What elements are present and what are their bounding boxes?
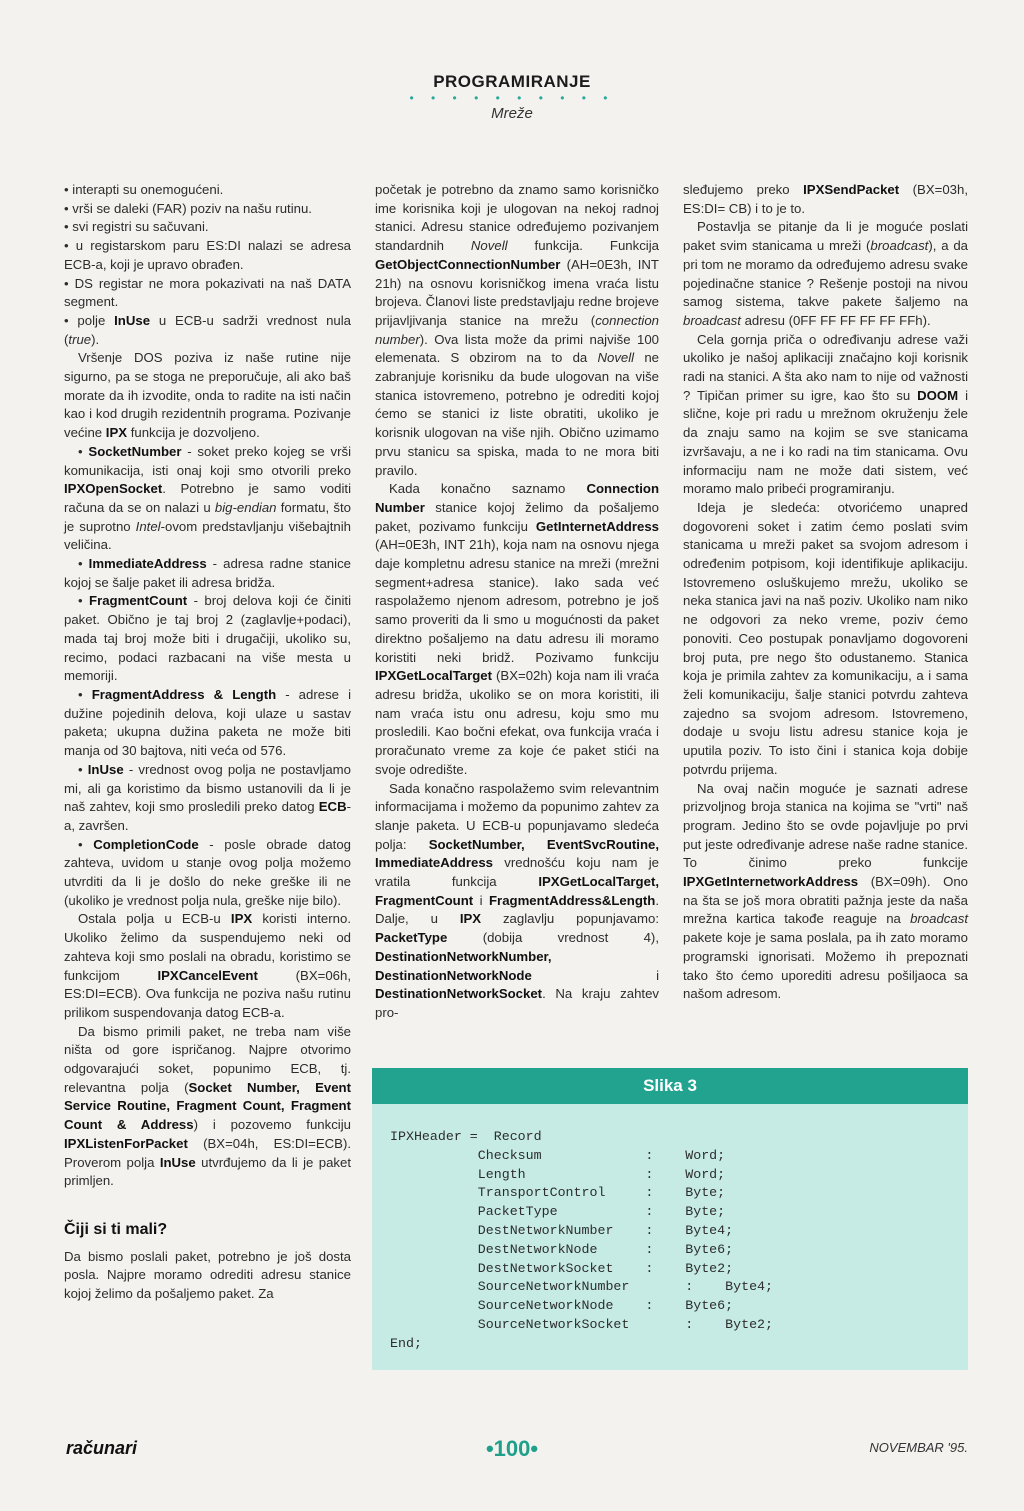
paragraph: • SocketNumber - soket preko kojeg se vrši komunikacija, isti onaj koji smo otvorili preko IPXOpenSocket. Potrebno je samo voditi računa da se on nalazi u big-endian formatu, što je suprotno Intel-ovom predstavljanju višebajtnih veličina.: [64, 443, 352, 553]
magazine-name: računari: [66, 1438, 138, 1458]
column-3: [683, 181, 968, 1004]
paragraph: Cela gornja priča o određivanju adrese važi ukoliko je našoj aplikaciji značajno koji korisnik radi na stanici. A šta ako nam to nije od važnosti ? Tipičan primer su igre, kao što su DOOM i slične, koje pri radu u mrežnom okruženju žele da znaju samo na kojim se sve stanicama izvršavaju, a ne i ko radi na tim stanicama. Ovu informaciju nam ne može dati sistem, već moramo malo pribeći programiranju.: [683, 331, 968, 497]
paragraph: • u registarskom paru ES:DI nalazi se adresa ECB-a, koji je upravo obrađen.: [64, 238, 351, 272]
paragraph: Na ovaj način moguće je saznati adrese prizvoljnog broja stanica na kojima se "vrti" naš program. Jedino što se ovde pojavljuje po prvi put jeste određivanje adrese naše radne stanice. To činimo preko funkcije IPXGetInternetworkAddress (BX=09h). Ono na šta se još mora obratiti pažnja jeste da naša mrežna kartica takođe reaguje na broadcast pakete koje je sama poslala, pa ih zato moramo programski ignorisati. Možemo ih prepoznati tako što ćemo uporediti adresu pošiljaoca sa našom adresom.: [683, 780, 968, 1002]
paragraph: • interapti su onemogućeni.: [64, 182, 224, 197]
paragraph: • CompletionCode - posle obrade datog zahteva, uvidom u stanje ovog polja možemo utvrditi da li je došlo do neke greške ili ne (ukoliko je vrednost polja nula, greške nije bilo).: [64, 836, 352, 908]
page-footer: [0, 1436, 1024, 1466]
subheading: Čiji si ti mali?: [64, 1220, 168, 1238]
column-1: [64, 181, 351, 1304]
paragraph: • svi registri su sačuvani.: [64, 219, 209, 235]
figure-title: Slika 3: [372, 1068, 968, 1104]
page-header: [0, 72, 1024, 122]
paragraph: • polje InUse u ECB-u sadrži vrednost nula (true).: [64, 312, 352, 347]
subsection-title: Mreže: [491, 105, 533, 122]
paragraph: Kada konačno saznamo Connection Number stanice kojoj želimo da pošaljemo paket, pozivamo funkciju GetInternetAddress (AH=0E3h, INT 21h), koja nam na osnovu njega daje kompletnu adresu stanice na mreži (mrežni segment+adresa stanice). Iako sada već raspolažemo njenom adresom, potrebno je još samo proveriti da li smo u mogućnosti da paket direktno pošaljemo na datu adresu ili moramo koristiti neki bridž. Pozivamo funkciju IPXGetLocalTarget (BX=02h) koja nam ili vraća adresu bridža, ukoliko se on mora koristiti, ili nam vraća istu onu adresu, koju smo mu prosledili. Kao bočni efekat, ova funkcija vraća i proračunato vreme za koje će paket stići na svoje odredište.: [375, 481, 659, 777]
column-2: [375, 181, 659, 1023]
paragraph: Ideja je sledeća: otvorićemo unapred dogovoreni soket i zatim ćemo poslati svim stanicama u mreži paket sa svojom adresom i određenim potpisom, koji identifikuje aplikaciju. Istovremeno osluškujemo mrežu, ukoliko se neka stanica javi na naš poziv. Ukoliko nam niko ne odgovori za neko vreme, poziv ćemo ponoviti. Ceo postupak ponavljamo dogovoreni broj puta, pre nego što odustanemo. Stanica koja je primila zahtev za komunikaciju, a i sama želi komunikaciju, šalje stanici potvrdu zahteva zajedno sa svojom adresom. Istovremeno, dodaje u svoju listu adresu stanice koja je uputila poziv. To isto čini i stanica koja dobije potvrdu prijema.: [683, 499, 968, 777]
paragraph: • FragmentCount - broj delova koji će činiti paket. Obično je taj broj 2 (zaglavlje+podaci), mada taj broj može biti i drugačiji, ukoliko su, recimo, podaci razbacani na više mesta u memoriji.: [64, 593, 351, 684]
dot-divider: • • • • • • • • • •: [409, 91, 615, 105]
page-number: •100•: [485, 1436, 539, 1461]
issue-date: NOVEMBAR '95.: [869, 1440, 968, 1455]
paragraph: početak je potrebno da znamo samo korisničko ime korisnika koji je ulogovan na nekoj radnoj stanici. Adresu stanice određujemo pozivanjem standardnih Novell funkcija. Funkcija GetObjectConnectionNumber (AH=0E3h, INT 21h) na osnovu korisničkog imena vraća listu brojeva. Članovi liste predstavljaju redne brojeve prijavljivanja stanice na mrežu (connection number). Ova lista može da primi najviše 100 elemenata. S obzirom na to da Novell ne zabranjuje korisniku da bude ulogovan na više stanica istovremeno, potrebno je odrediti kojoj ćemo se stanici iz liste obratiti, ukoliko je korisnik ulogovan na više njih. Obično uzimamo prvu stanicu sa spiska, mada to ne mora biti pravilo.: [375, 182, 659, 478]
paragraph: Da bismo primili paket, ne treba nam više ništa od gore ispričanog. Najpre otvorimo odgovarajući soket, popunimo ECB, tj. relevantna polja (Socket Number, Event Service Routine, Fragment Count, Fragment Count & Address) i pozovemo funkciju IPXListenForPacket (BX=04h, ES:DI=ECB). Proverom polja InUse utvrđujemo da li je paket primljen.: [64, 1023, 352, 1189]
paragraph: Da bismo poslali paket, potrebno je još dosta posla. Najpre moramo odrediti adresu stanice kojoj želimo da pošaljemo paket. Za: [64, 1248, 351, 1302]
figure-box: [372, 1068, 968, 1370]
paragraph: Ostala polja u ECB-u IPX koristi interno. Ukoliko želimo da suspendujemo neki od zahteva koji smo poslali na obradu, koristimo se funkcijom IPXCancelEvent (BX=06h, ES:DI=ECB). Ova funkcija ne poziva našu rutinu prilikom suspendovanja datog ECB-a.: [64, 911, 351, 1020]
code-listing: IPXHeader = Record Checksum : Word; Length : Word; TransportControl : Byte; PacketType : Byte; DestNetworkNumber : Byte4; DestNetworkNode : Byte6; DestNetworkSocket : Byte2; SourceNetworkNumber : Byte4; SourceNetworkNode : Byte6; SourceNetworkSocket : Byte2; End;: [390, 1129, 774, 1351]
paragraph: • FragmentAddress & Length - adrese i dužine pojedinih delova, koji ulaze u sastav paketa; ukupna dužina paketa ne može biti manja od 30 bajtova, niti veća od 576.: [64, 686, 352, 759]
paragraph: • DS registar ne mora pokazivati na naš DATA segment.: [64, 275, 351, 310]
paragraph: • ImmediateAddress - adresa radne stanice kojoj se šalje paket ili adresa bridža.: [64, 556, 352, 590]
paragraph: sleđujemo preko IPXSendPacket (BX=03h, ES:DI= CB) i to je to.: [683, 182, 968, 216]
paragraph: • vrši se daleki (FAR) poziv na našu rutinu.: [64, 200, 312, 216]
section-title: PROGRAMIRANJE: [433, 72, 591, 91]
paragraph: Vršenje DOS poziva iz naše rutine nije sigurno, pa se stoga ne preporučuje, ali ako baš morate da ih izvodite, onda to radite na isti način kao i kod drugih rezidentnih programa. Pozivanje većine IPX funkcija je dozvoljeno.: [64, 350, 351, 441]
paragraph: Sada konačno raspolažemo svim relevantnim informacijama i možemo da popunimo zahtev za slanje paketa. U ECB-u popunjavamo sledeća polja: SocketNumber, EventSvcRoutine, ImmediateAddress vrednošću koju nam je vratila funkcija IPXGetLocalTarget, FragmentCount i FragmentAddress&Length. Dalje, u IPX zaglavlju popunjavamo: PacketType (dobija vrednost 4), DestinationNetworkNumber, DestinationNetworkNode i DestinationNetworkSocket. Na kraju zahtev pro-: [375, 780, 659, 1020]
paragraph: • InUse - vrednost ovog polja ne postavljamo mi, ali ga koristimo da bismo ustanovili da li je naš zahtev, koji smo prosledili preko datog ECB-a, završen.: [64, 761, 352, 833]
paragraph: Postavlja se pitanje da li je moguće poslati paket svim stanicama u mreži (broadcast), a da pri tom ne moramo da određujemo adresu svake pojedinačne stanice ? Rešenje postoji na nivou samog sistema, takve pakete šaljemo na broadcast adresu (0FF FF FF FF FF FFh).: [683, 219, 968, 328]
